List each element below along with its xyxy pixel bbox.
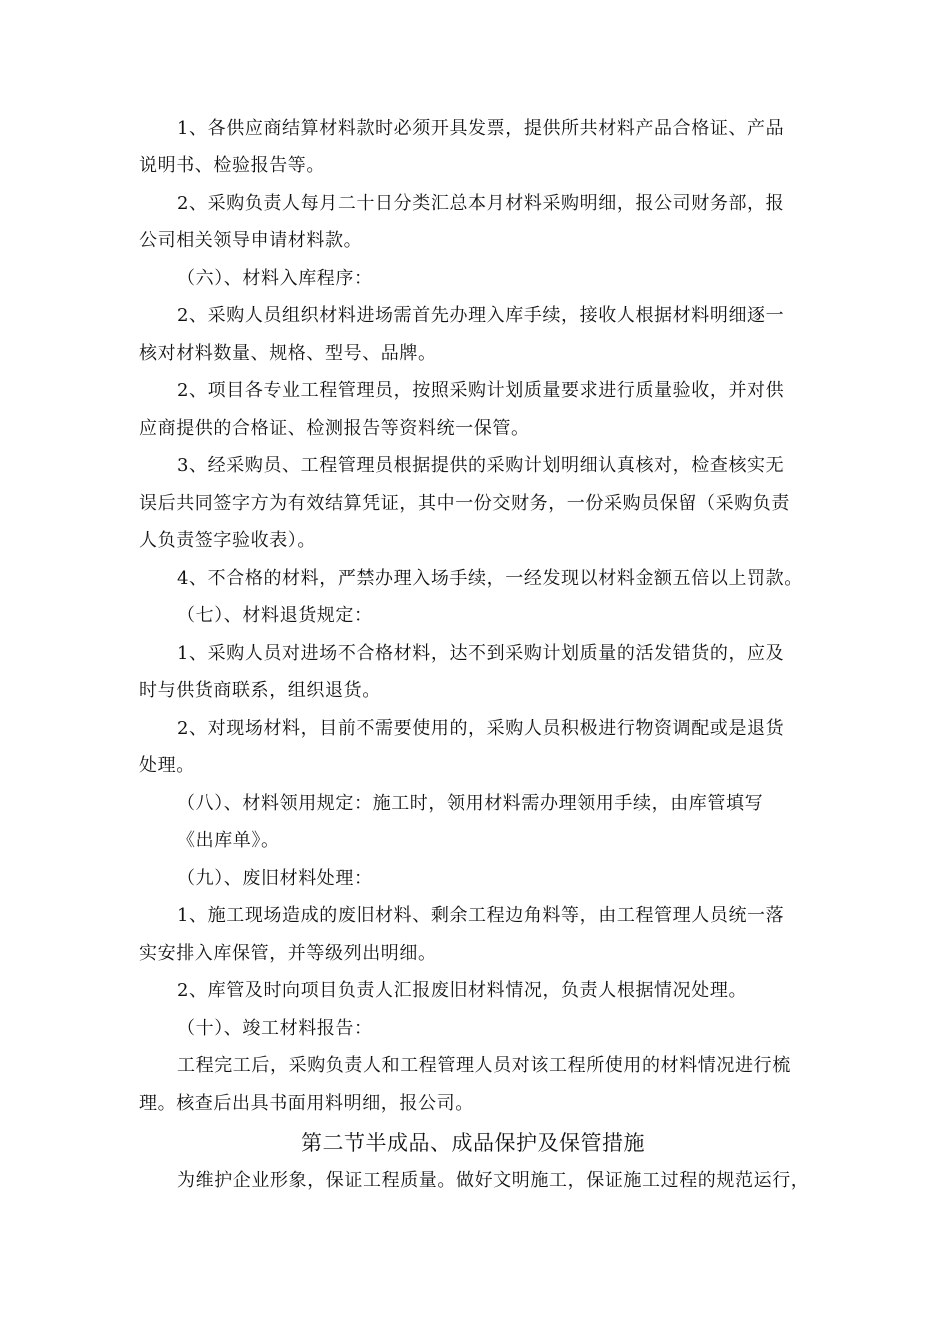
section-heading: 第二节半成品、成品保护及保管措施 [301, 1131, 645, 1155]
text-line: 《出库单》。 [177, 830, 280, 851]
subsection-heading: （六）、材料入库程序： [177, 268, 373, 289]
text-line: 实安排入库保管，并等级列出明细。 [139, 943, 437, 964]
subsection-heading: （十）、竣工材料报告： [177, 1018, 373, 1039]
subsection-heading: （八）、材料领用规定：施工时，领用材料需办理领用手续，由库管填写 [177, 793, 764, 814]
subsection-heading: （九）、废旧材料处理： [177, 868, 373, 889]
subsection-heading: （七）、材料退货规定： [177, 605, 373, 626]
text-line: 2、对现场材料，目前不需要使用的，采购人员积极进行物资调配或是退货 [177, 718, 785, 739]
text-line: 误后共同签字方为有效结算凭证，其中一份交财务，一份采购员保留（采购负责 [139, 493, 790, 514]
text-line: 理。核查后出具书面用料明细，报公司。 [139, 1093, 474, 1114]
text-line: 为维护企业形象，保证工程质量。做好文明施工，保证施工过程的规范运行， [177, 1170, 810, 1191]
text-line: 应商提供的合格证、检测报告等资料统一保管。 [139, 418, 530, 439]
text-line: 人负责签字验收表）。 [139, 530, 316, 551]
text-line: 处理。 [139, 755, 195, 776]
text-line: 工程完工后，采购负责人和工程管理人员对该工程所使用的材料情况进行梳 [177, 1055, 791, 1076]
text-line: 核对材料数量、规格、型号、品牌。 [139, 343, 437, 364]
text-line: 1、各供应商结算材料款时必须开具发票，提供所共材料产品合格证、产品 [177, 118, 785, 139]
text-line: 2、项目各专业工程管理员，按照采购计划质量要求进行质量验收，并对供 [177, 380, 785, 401]
text-line: 3、经采购员、工程管理员根据提供的采购计划明细认真核对，检查核实无 [177, 455, 785, 476]
text-line: 2、采购人员组织材料进场需首先办理入库手续，接收人根据材料明细逐一 [177, 305, 785, 326]
text-line: 说明书、检验报告等。 [139, 155, 325, 176]
text-line: 4、不合格的材料，严禁办理入场手续，一经发现以材料金额五倍以上罚款。 [177, 568, 803, 589]
text-line: 1、施工现场造成的废旧材料、剩余工程边角料等，由工程管理人员统一落 [177, 905, 785, 926]
text-line: 公司相关领导申请材料款。 [139, 230, 363, 251]
text-line: 2、采购负责人每月二十日分类汇总本月材料采购明细，报公司财务部，报 [177, 193, 785, 214]
text-line: 时与供货商联系，组织退货。 [139, 680, 381, 701]
text-line: 2、库管及时向项目负责人汇报废旧材料情况，负责人根据情况处理。 [177, 980, 748, 1001]
text-line: 1、采购人员对进场不合格材料，达不到采购计划质量的活发错货的，应及 [177, 643, 785, 664]
